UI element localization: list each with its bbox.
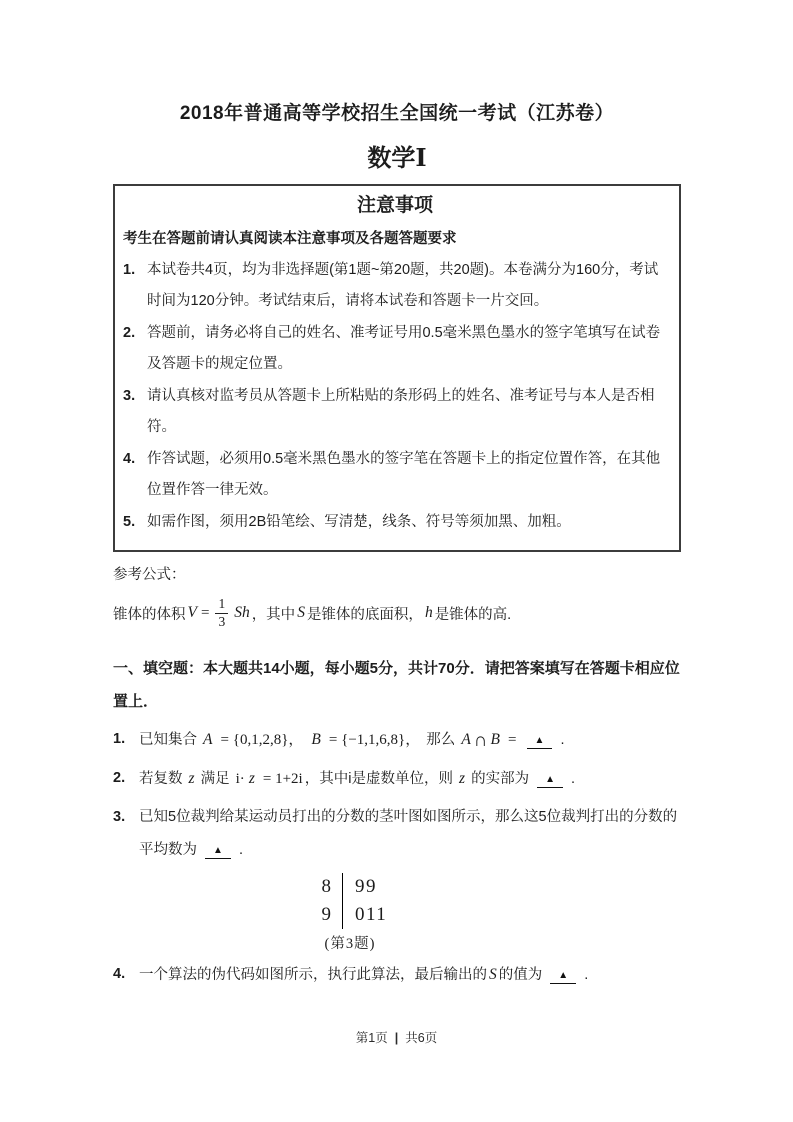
fraction-denominator: 3: [218, 613, 226, 629]
var-h: h: [424, 604, 433, 621]
stem-leaf-row: [297, 901, 403, 929]
question-number: 1.: [113, 731, 126, 747]
question-3: [113, 801, 681, 867]
var-V: V: [187, 604, 197, 621]
q2-text-2: 满足: [200, 771, 230, 787]
stem-value: 8: [321, 876, 331, 897]
notice-item-text: 如需作图，须用2B铅笔绘、写清楚，线条、符号等须加黑、加粗。: [147, 514, 571, 530]
question-text: [139, 762, 681, 796]
notice-item-4: [123, 444, 667, 506]
equals-sign: =: [508, 732, 517, 748]
reference-formula-label: 参考公式：: [113, 567, 186, 583]
equation-1-plus-2i: = 1+2i: [262, 771, 303, 787]
q4-text: 一个算法的伪代码如图所示，执行此算法，最后输出的: [139, 967, 487, 983]
section-1-heading: 一、填空题：本大题共14小题，每小题5分，共计70分．请把答案填写在答题卡相应位置上．: [113, 660, 680, 710]
notice-item-number: 1.: [123, 262, 136, 278]
question-text: [139, 801, 681, 867]
stem-leaf-table: [297, 873, 403, 929]
formula-tail-text: 是锥体的高.: [434, 606, 512, 623]
notice-item-5: [123, 507, 667, 538]
q3-text: 已知5位裁判给某运动员打出的分数的茎叶图如图所示，那么这5位裁判打出的分数的平均数为: [139, 809, 678, 858]
set-B-values: = {−1,1,6,8}，: [328, 732, 421, 748]
footer-page-number: 第1页: [355, 1031, 388, 1045]
var-S: S: [489, 966, 497, 983]
equals-sign: =: [200, 604, 210, 621]
question-number: 2.: [113, 770, 126, 786]
formula-mid-text-2: 是锥体的底面积，: [306, 606, 423, 623]
notice-intro: 考生在答题前请认真阅读本注意事项及各题答题要求: [123, 231, 457, 247]
notice-item-text: 答题前，请务必将自己的姓名、准考证号用0.5毫米黑色墨水的签字笔填写在试卷及答题卡的规定位置。: [147, 325, 661, 372]
footer-total-pages: 共6页: [405, 1031, 438, 1045]
period: .: [571, 771, 576, 787]
period: .: [560, 732, 565, 748]
q4-text-2: 的值为: [498, 967, 543, 983]
exam-title: 2018年普通高等学校招生全国统一考试（江苏卷）: [179, 103, 615, 124]
question-4: [113, 958, 681, 992]
figure-caption: (第3题): [324, 936, 376, 952]
var-z: z: [188, 770, 195, 787]
question-1: [113, 723, 681, 757]
notice-item-number: 5.: [123, 514, 136, 530]
formula-prefix: 锥体的体积: [113, 606, 186, 623]
answer-blank: ▲: [527, 735, 553, 749]
cone-volume-formula: [113, 590, 681, 636]
notice-box: [113, 184, 681, 552]
fraction-numerator: 1: [215, 596, 228, 613]
notice-item-number: 4.: [123, 451, 136, 467]
answer-blank: ▲: [205, 845, 231, 859]
imaginary-i-dot: i·: [235, 771, 245, 787]
leaf-values: 99: [342, 873, 403, 901]
var-A: A: [203, 731, 213, 748]
page-footer: [0, 1028, 793, 1046]
answer-blank: ▲: [537, 774, 563, 788]
notice-item-text: 请认真核对监考员从答题卡上所粘贴的条形码上的姓名、准考证号与本人是否相符。: [147, 388, 655, 435]
q1-text-2: 那么: [426, 732, 456, 748]
notice-item-3: [123, 381, 667, 443]
notice-item-number: 2.: [123, 325, 136, 341]
question-2: [113, 762, 681, 796]
footer-separator: |: [394, 1031, 399, 1045]
question-number: 3.: [113, 809, 126, 825]
question-text: [139, 958, 681, 992]
exam-subject: 数学Ⅰ: [367, 146, 427, 172]
stem-leaf-figure: [285, 873, 415, 953]
set-A-values: = {0,1,2,8}，: [220, 732, 304, 748]
notice-item-number: 3.: [123, 388, 136, 404]
var-S: S: [297, 604, 305, 621]
notice-item-text: 本试卷共4页，均为非选择题(第1题~第20题，共20题)。本卷满分为160分，考试时间为120分钟。考试结束后，请将本试卷和答题卡一片交回。: [147, 262, 659, 309]
q2-text-4: 的实部为: [471, 771, 530, 787]
var-A-2: A: [461, 731, 471, 748]
stem-value: 9: [321, 904, 331, 925]
leaf-values: 011: [342, 901, 403, 929]
q2-text-3: ，其中i是虚数单位，则: [304, 771, 453, 787]
intersection-symbol: ∩: [473, 730, 488, 751]
answer-blank: ▲: [550, 970, 576, 984]
stem-leaf-row: [297, 873, 403, 901]
notice-title: 注意事项: [356, 195, 433, 216]
var-Sh: Sh: [234, 604, 250, 621]
notice-item-text: 作答试题，必须用0.5毫米黑色墨水的签字笔在答题卡上的指定位置作答，在其他位置作答一律无效。: [147, 451, 661, 498]
notice-item-1: [123, 255, 667, 317]
period: .: [238, 842, 243, 858]
page-content: [113, 0, 681, 992]
fraction-one-third: [215, 596, 228, 629]
var-z-3: z: [459, 770, 466, 787]
var-z-2: z: [248, 770, 255, 787]
q1-text: 已知集合: [139, 732, 197, 748]
period: .: [584, 967, 589, 983]
question-number: 4.: [113, 966, 126, 982]
q2-text: 若复数: [139, 771, 183, 787]
question-text: [139, 723, 681, 757]
var-B-2: B: [490, 731, 500, 748]
formula-mid-text: ，其中: [251, 606, 296, 623]
notice-item-2: [123, 318, 667, 380]
var-B: B: [311, 731, 321, 748]
